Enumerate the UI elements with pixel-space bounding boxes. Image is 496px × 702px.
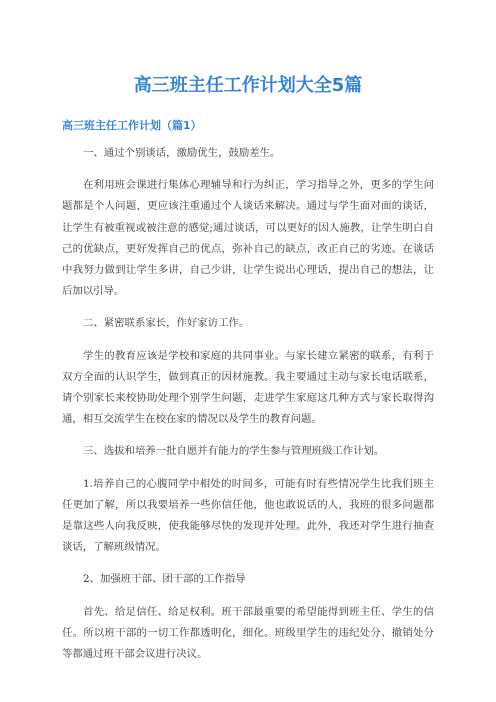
document-body (62, 119, 434, 676)
paragraph: 1.培养自己的心腹同学中相处的时间多，可能有时有些情况学生比我们班主任更加了解，所以我要培养一些你信任他，他也敢说话的人，我班的很多问题都是靠这些人向我反映，使我能够尽快的发现并处理。此外，我还对学生进行抽查谈话，了解班级情况。 (62, 477, 434, 554)
paragraph-subheading: 2、加强班干部、团干部的工作指导 (83, 573, 246, 586)
paragraph: 在利用班会课进行集体心理辅导和行为纠正，学习指导之外，更多的学生问题都是个人问题，更应该注重通过个人谈话来解决。通过与学生面对面的谈话，让学生有被重视或被注意的感觉;通过谈话，可以更好的因人施教，让学生明白自己的优缺点，更好发挥自己的优点，弥补自己的缺点，改正自己的劣迹。在谈话中我努力做到让学生多讲，自己少讲，让学生说出心理话，提出自己的想法，让后加以引导。 (62, 179, 434, 298)
paragraph-heading-3: 三、选拔和培养一批自愿并有能力的学生参与管理班级工作计划。 (83, 445, 385, 458)
paragraph: 学生的教育应该是学校和家庭的共同事业。与家长建立紧密的联系，有利于双方全面的认识学生，做到真正的因材施教。我主要通过主动与家长电话联系，请个别家长来校协助处理个别学生问题，走进学生家庭这几种方式与家长取得沟通，相互交流学生在校在家的情况以及学生的教育问题。 (62, 349, 434, 426)
paragraph-heading-1: 一、通过个别谈话，激励优生，鼓励差生。 (83, 147, 281, 159)
paragraph-heading-2: 二、紧密联系家长，作好家访工作。 (83, 317, 250, 330)
section-heading: 高三班主任工作计划（篇1） (62, 119, 202, 132)
document-title: 高三班主任工作计划大全5篇 (133, 75, 363, 96)
paragraph: 首先、给足信任、给足权利。班干部最重要的希望能得到班主任、学生的信任。所以班干部的一切工作都透明化，细化。班级里学生的违纪处分、撤销处分等都通过班干部会议进行决议。 (62, 605, 434, 661)
